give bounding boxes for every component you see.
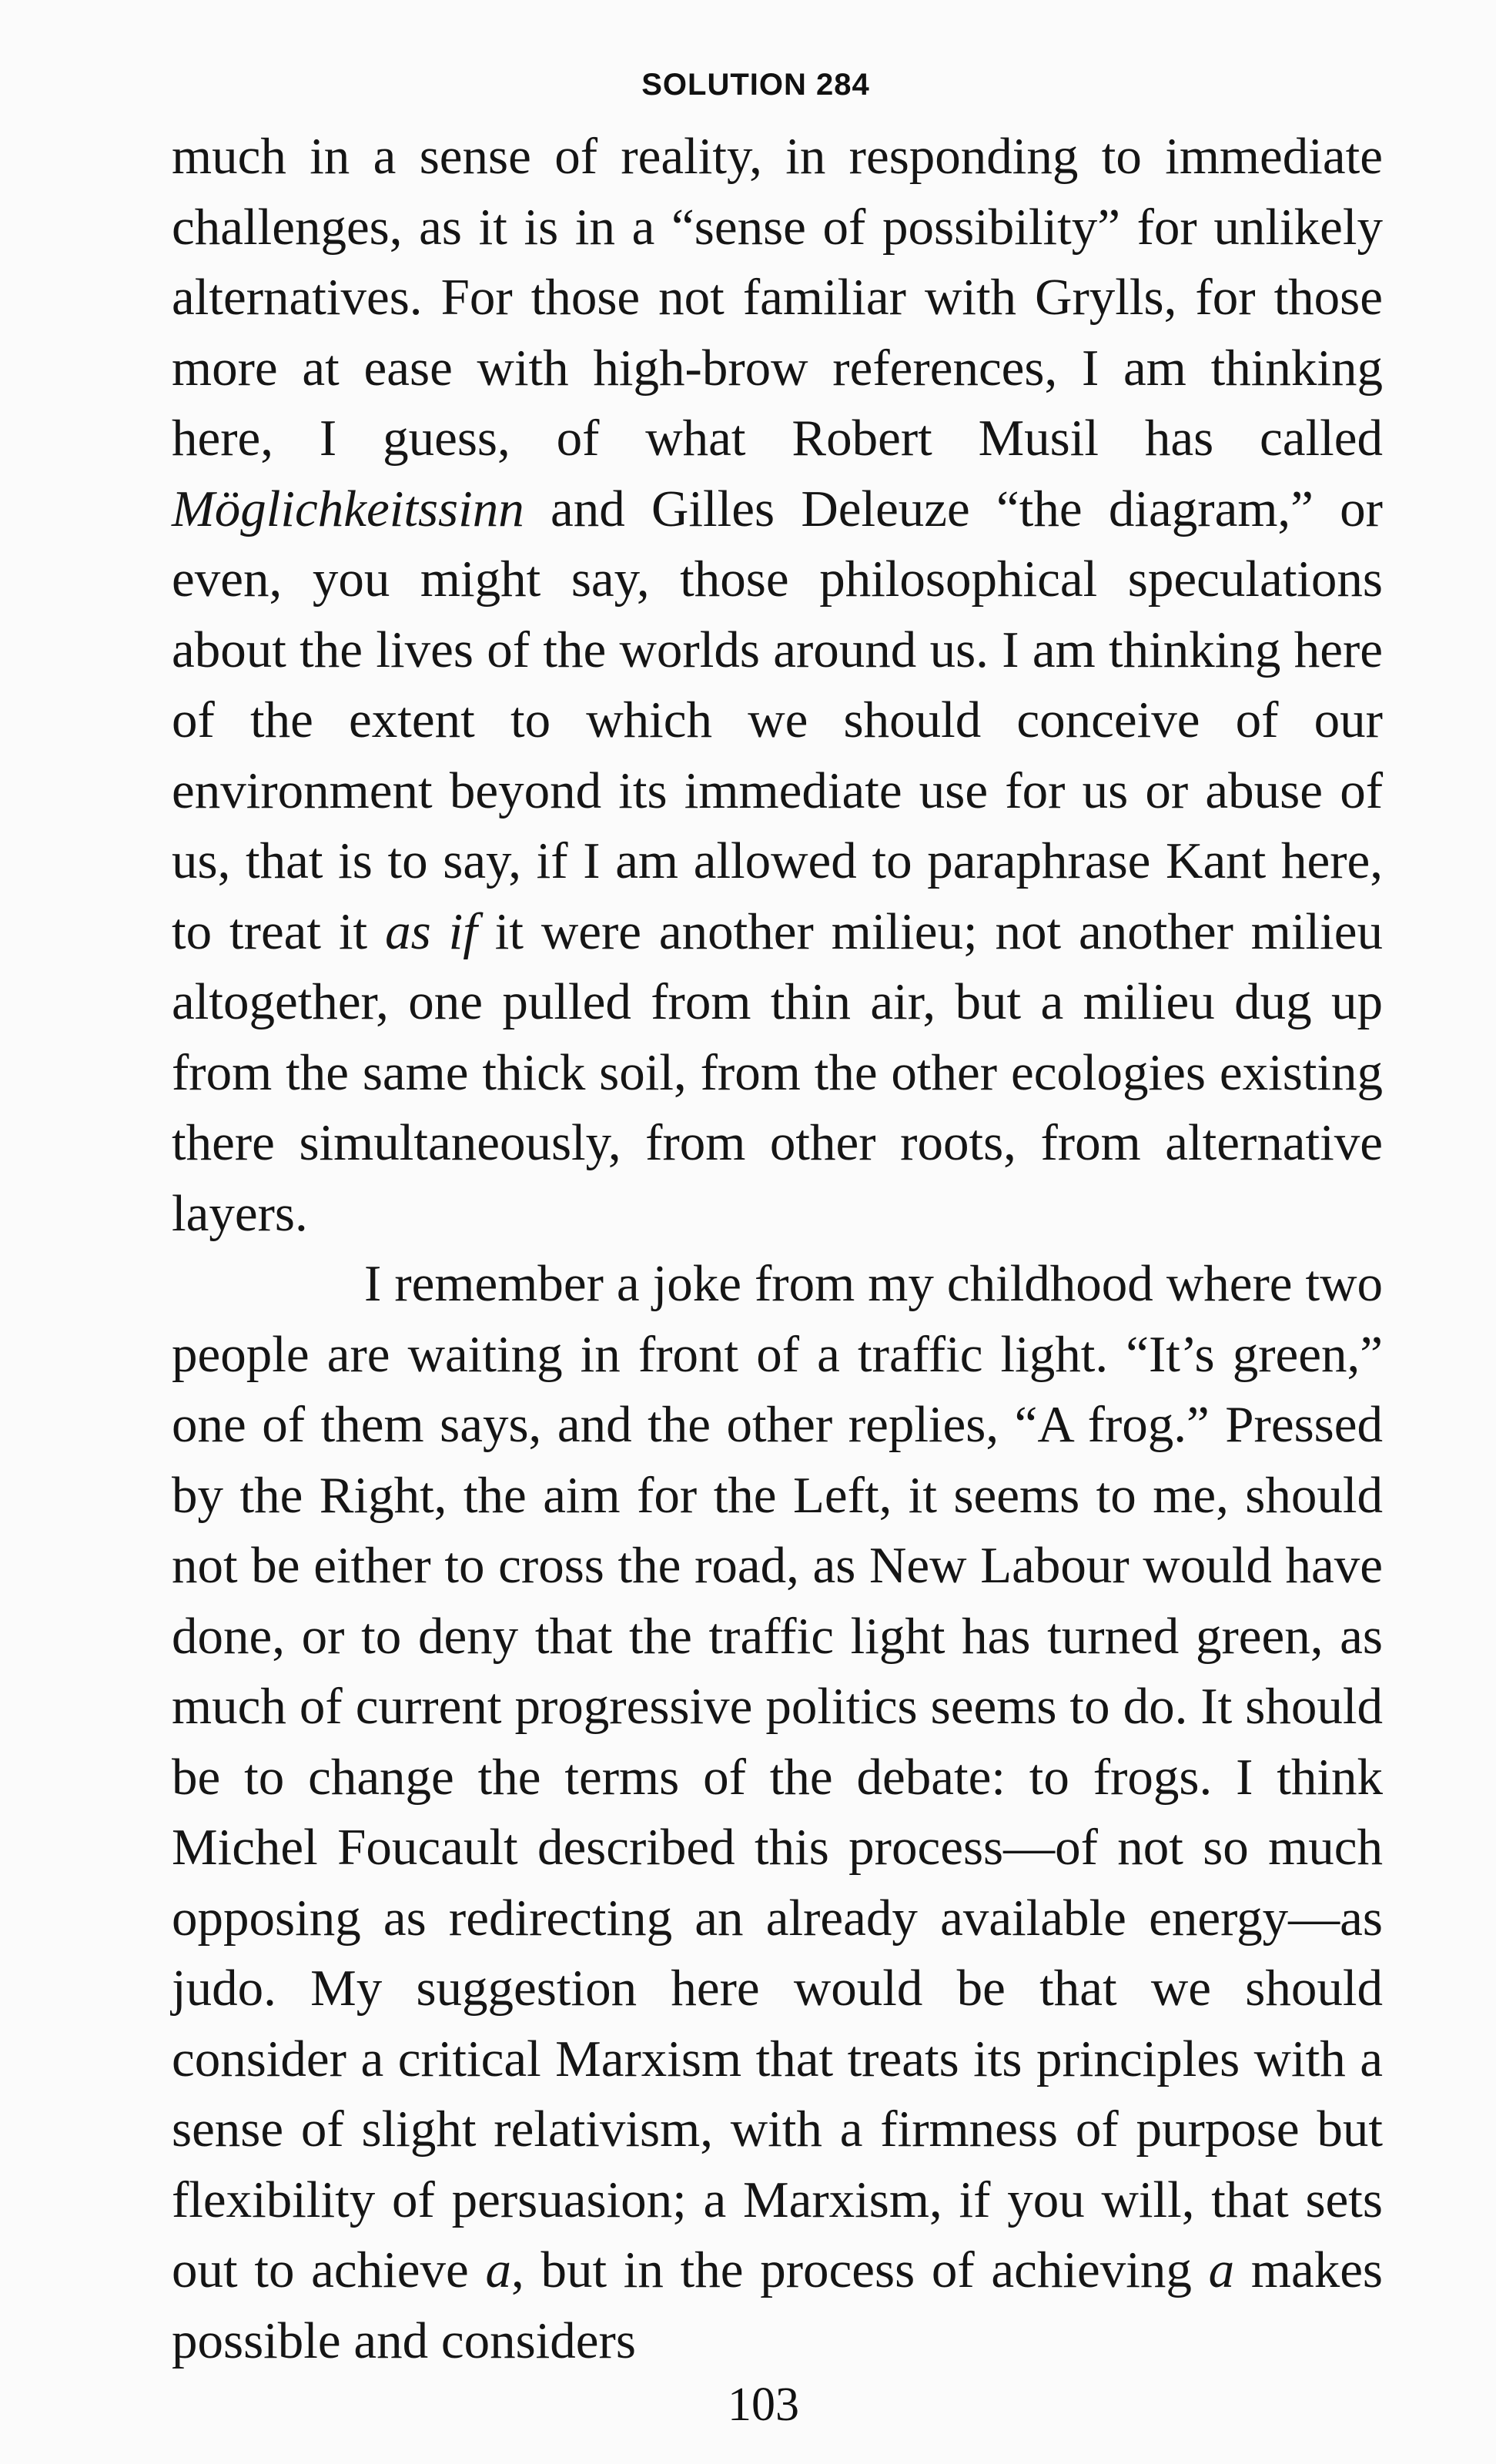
text-run: I remember a joke from my childhood where two people are waiting in front of a traffic light. “It’s green,” one of them says, and the other replies, “A frog.” Pressed by the Right, the aim for the Left, it seems to me, should not be either to cross the road, as New Labour would have done, or to deny that the traffic light has turned green, as much of current progressive politics seems to do. It should be to change the terms of the debate: to frogs. I think Michel Foucault described this process—of not so much opposing as redirecting an already available energy—as judo. My suggestion here would be that we should consider a critical Marxism that treats its principles with a sense of slight relativism, with a firmness of purpose but flexibility of persuasion; a Marxism, if you will, that sets out to achieve <box>172 1255 1383 2298</box>
italic-term: as if <box>385 902 477 960</box>
italic-term: a <box>485 2241 511 2298</box>
paragraph-1 <box>172 122 1383 1249</box>
text-run: makes possible and considers <box>172 2241 1384 2369</box>
text-run: and Gilles Deleuze “the diagram,” or even, you might say, those philosophical speculations about the lives of the worlds around us. I am thinking here of the extent to which we should conceive of our environment beyond its immediate use for us or abuse of us, that is to say, if I am allowed to paraphrase Kant here, to treat it <box>172 480 1383 960</box>
italic-term: Möglichkeitssinn <box>172 480 524 537</box>
text-run: , but in the process of achieving <box>510 2241 1209 2298</box>
paragraph-2 <box>172 1249 1383 2376</box>
text-run: it were another milieu; not another milieu altogether, one pulled from thin air, but a milieu dug up from the same thick soil, from the other ecologies existing there simultaneously, from other roots, from alternative layers. <box>172 902 1383 1242</box>
body-text <box>172 122 1383 2376</box>
italic-term: a <box>1208 2241 1235 2298</box>
text-run: much in a sense of reality, in responding to immediate challenges, as it is in a “sense of possibility” for unlikely alternatives. For those not familiar with Grylls, for those more at ease with high-brow references, I am thinking here, I guess, of what Robert Musil has called <box>172 128 1383 467</box>
page-header: SOLUTION 284 <box>641 68 870 102</box>
page-number: 103 <box>728 2379 799 2431</box>
